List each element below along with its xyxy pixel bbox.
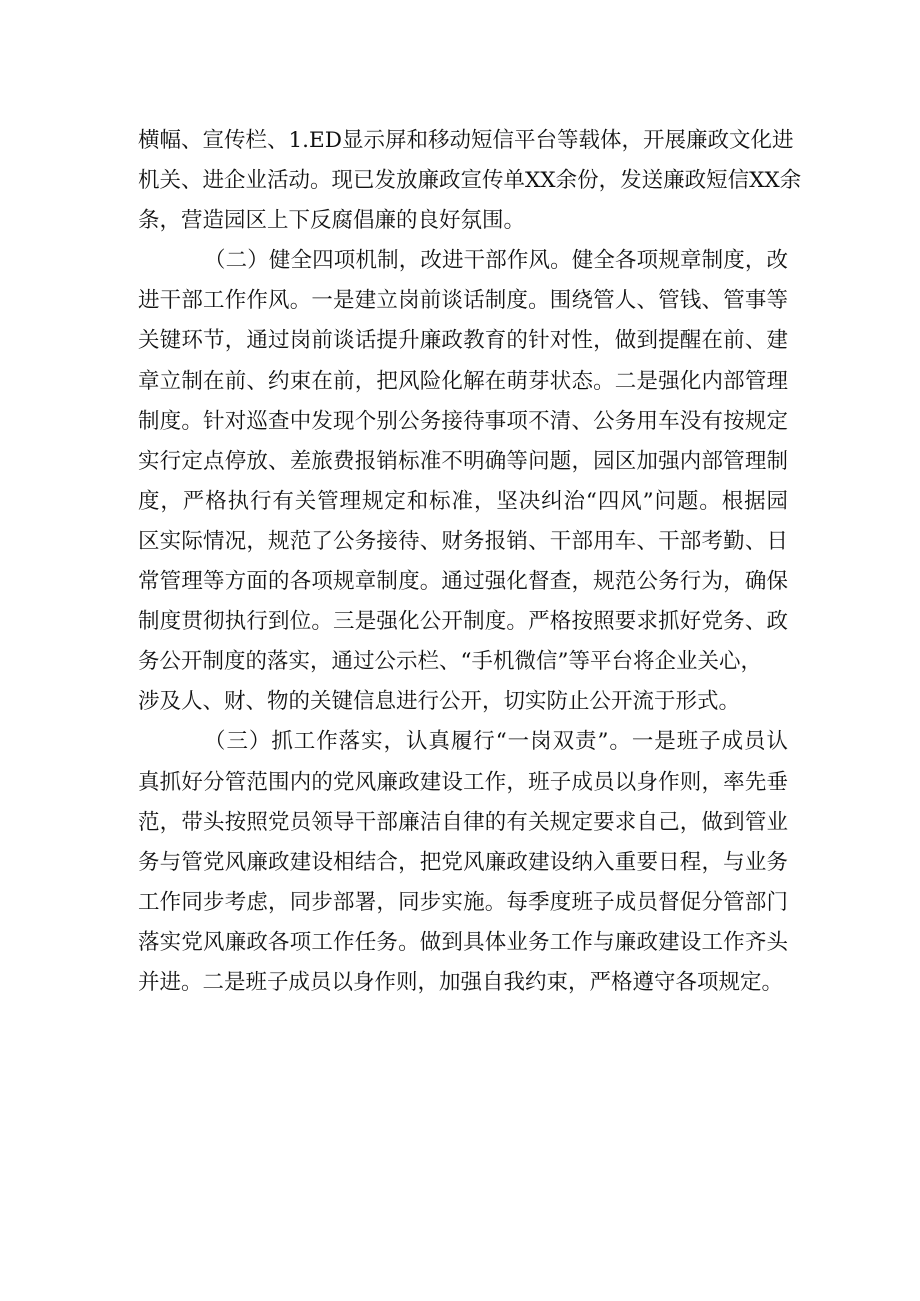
text-line: 度，严格执行有关管理规定和标准，坚决纠治“四风”问题。根据园 (138, 488, 788, 514)
text-line: 制度。针对巡查中发现个别公务接待事项不清、公务用车没有按规定 (138, 408, 788, 434)
section-heading-line: （三）抓工作落实，认真履行“一岗双责”。一是班子成员认 (204, 729, 788, 755)
text-line: 横幅、宣传栏、1.ED显示屏和移动短信平台等载体，开展廉政文化进 (138, 128, 794, 153)
text-line: 区实际情况，规范了公务接待、财务报销、干部用车、干部考勤、日 (138, 528, 788, 554)
text-line: 章立制在前、约束在前，把风险化解在萌芽状态。二是强化内部管理 (138, 368, 788, 394)
text-line: 进干部工作作风。一是建立岗前谈话制度。围绕管人、管钱、管事等 (138, 288, 788, 314)
text-line: 常管理等方面的各项规章制度。通过强化督查，规范公务行为，确保 (138, 569, 788, 595)
text-line: 实行定点停放、差旅费报销标准不明确等问题，园区加强内部管理制 (138, 448, 788, 474)
text-line: 务与管党风廉政建设相结合，把党风廉政建设纳入重要日程，与业务 (138, 849, 788, 875)
text-line: 工作同步考虑，同步部署，同步实施。每季度班子成员督促分管部门 (138, 889, 788, 915)
text-line: 关键环节，通过岗前谈话提升廉政教育的针对性，做到提醒在前、建 (138, 328, 788, 354)
text-line: 务公开制度的落实，通过公示栏、“手机微信”等平台将企业关心， (138, 649, 762, 675)
section-heading-line: （二）健全四项机制，改进干部作风。健全各项规章制度，改 (204, 248, 788, 274)
text-line: 真抓好分管范围内的党风廉政建设工作，班子成员以身作则，率先垂 (138, 769, 788, 795)
text-line: 涉及人、财、物的关键信息进行公开，切实防止公开流于形式。 (138, 689, 741, 715)
text-line: 条，营造园区上下反腐倡廉的良好氛围。 (138, 208, 526, 234)
text-line: 机关、进企业活动。现已发放廉政宣传单XX余份，发送廉政短信XX余 (138, 168, 802, 194)
text-line: 落实党风廉政各项工作任务。做到具体业务工作与廉政建设工作齐头 (138, 929, 788, 955)
text-line: 并进。二是班子成员以身作则，加强自我约束，严格遵守各项规定。 (138, 969, 784, 995)
paragraph-1 (138, 121, 802, 241)
paragraph-2 (138, 241, 788, 722)
text-line: 制度贯彻执行到位。三是强化公开制度。严格按照要求抓好党务、政 (138, 609, 788, 635)
document-body (138, 121, 802, 1003)
text-line: 范，带头按照党员领导干部廉洁自律的有关规定要求自己，做到管业 (138, 809, 788, 835)
paragraph-3 (138, 722, 788, 1003)
